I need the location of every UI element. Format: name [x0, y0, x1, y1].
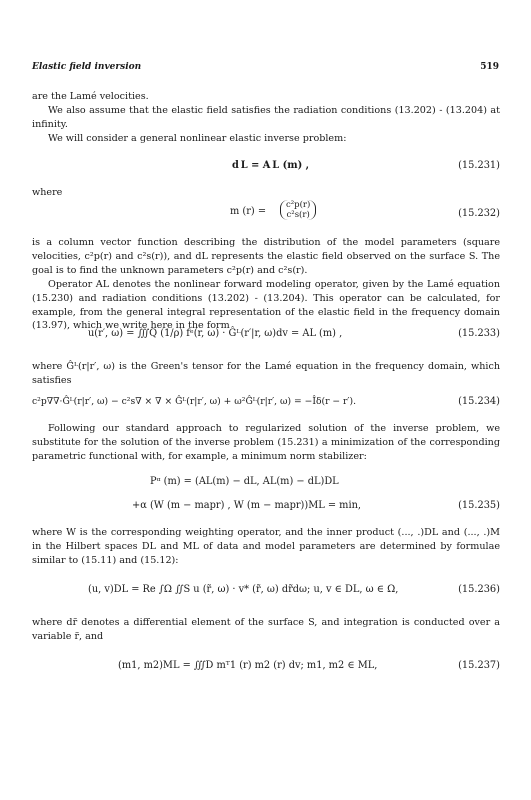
equation-15-235-line2 — [32, 500, 500, 520]
equation-body: +α (W (m − mapr) , W (m − mapr))ML = min, — [132, 500, 362, 511]
equation-15-234 — [32, 396, 500, 416]
paragraph: Operator AL denotes the nonlinear forward modeling operator, given by the Lamé equation (15.230) and radiation conditions (13.202) - (13.204). This operator can be calculated, for example, from the general integral representation of the elastic field in the frequency domain (13.97), which we write here in the form — [32, 279, 500, 332]
equation-number: (15.231) — [458, 160, 500, 171]
equation-number: (15.235) — [458, 500, 500, 511]
equation-number: (15.237) — [458, 660, 500, 671]
equation-number: (15.232) — [458, 208, 500, 219]
equation-lhs: m (r) = — [230, 206, 267, 217]
page-number: 519 — [480, 62, 499, 72]
equation-body: Pᵅ (m) = (AL(m) − dL, AL(m) − dL)DL — [150, 476, 339, 487]
equation-body: c²p∇∇·Ĝᴸ(r|r′, ω) − c²s∇ × ∇ × Ĝᴸ(r|r′, ω) + ω²Ĝᴸ(r|r′, ω) = −Îδ(r − r′). — [32, 396, 356, 407]
equation-number: (15.233) — [458, 328, 500, 339]
equation-15-236 — [32, 584, 500, 604]
equation-number: (15.234) — [458, 396, 500, 407]
equation-15-235-line1 — [32, 476, 500, 496]
paragraph: where Ĝᴸ(r|r′, ω) is the Green's tensor for the Lamé equation in the frequency domain, which satisfies — [32, 361, 500, 386]
paragraph: We will consider a general nonlinear elastic inverse problem: — [48, 133, 347, 144]
equation-15-231 — [32, 160, 500, 180]
column-vector — [280, 200, 316, 220]
paragraph: where dr̃ denotes a differential element of the surface S, and integration is conducted over a variable r̃, and — [32, 617, 500, 642]
equation-15-232 — [32, 200, 500, 234]
equation-15-237 — [32, 660, 500, 680]
equation-number: (15.236) — [458, 584, 500, 595]
running-title: Elastic field inversion — [32, 62, 142, 72]
paragraph: where — [32, 187, 63, 198]
equation-body: (u, v)DL = Re ∫Ω ∬S u (r̃, ω) · v* (r̃, ω) dr̃dω; u, v ∈ DL, ω ∈ Ω, — [88, 584, 399, 595]
equation-15-233 — [32, 328, 500, 348]
equation-body: u(r′, ω) = ∭Q (1/ρ) fᵉ(r, ω) · Ĝᴸ(r′|r, ω)dv = AL (m) , — [88, 328, 343, 339]
vector-bottom: c²s(r) — [286, 210, 310, 220]
paragraph: is a column vector function describing the distribution of the model parameters (square velocities, c²p(r) and c²s(r)), and dL represents the elastic field observed on the surface S. The goal is to find the unknown parameters c²p(r) and c²s(r). — [32, 237, 500, 276]
paragraph: are the Lamé velocities. — [32, 91, 149, 102]
vector-top: c²p(r) — [286, 200, 311, 210]
paragraph: where W is the corresponding weighting operator, and the inner product (..., .)DL and (..., .)M in the Hilbert spaces DL and ML of data and model parameters are determined by formulae similar to (15.11) and (15.12): — [32, 527, 500, 566]
equation-body: d L = A L (m) , — [232, 160, 310, 171]
paragraph: We also assume that the elastic field satisfies the radiation conditions (13.202) - (13.204) at infinity. — [32, 105, 500, 130]
paragraph: Following our standard approach to regularized solution of the inverse problem, we substitute for the solution of the inverse problem (15.231) a minimization of the corresponding parametric functional with, for example, a minimum norm stabilizer: — [32, 423, 500, 462]
equation-body: (m1, m2)ML = ∭D mᵀ1 (r) m2 (r) dv; m1, m2 ∈ ML, — [118, 660, 378, 671]
